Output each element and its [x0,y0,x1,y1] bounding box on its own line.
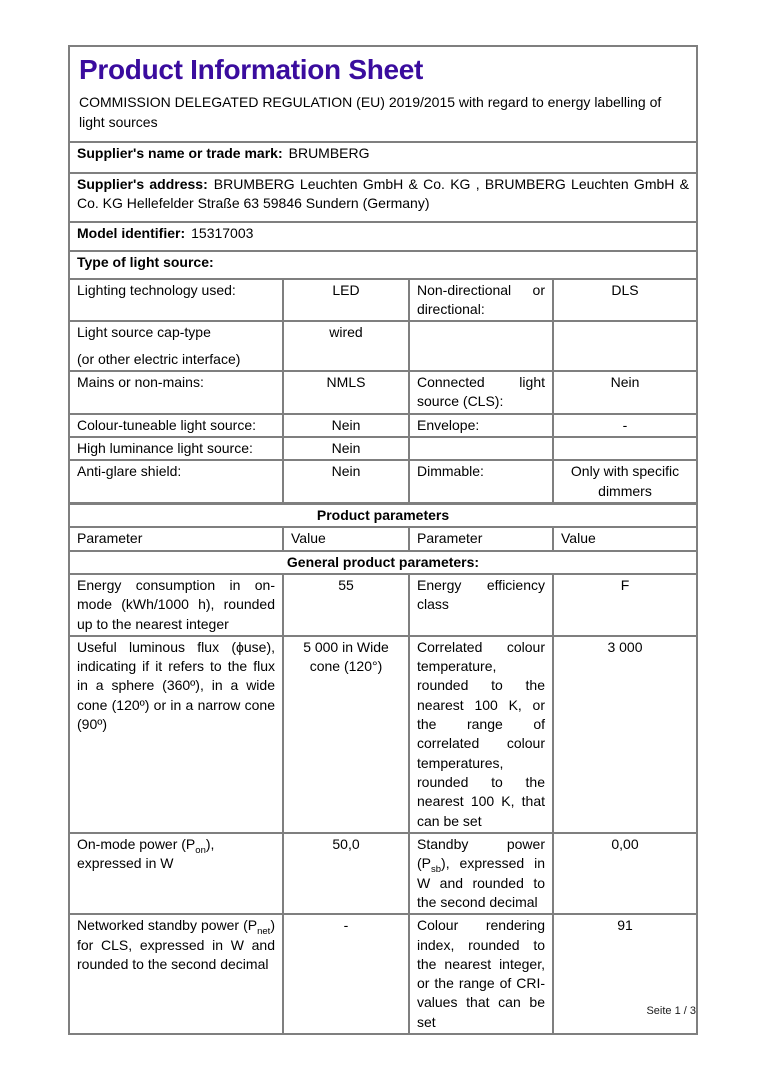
value-cell: DLS [553,279,697,322]
param-line: (or other electric interface) [77,350,241,367]
param-cell: High luminance light source: [69,437,283,460]
param-cell: Envelope: [409,414,553,437]
page-title: Product Information Sheet [79,54,424,85]
value-cell: - [283,914,409,1034]
column-header-parameter: Parameter [409,527,553,550]
value-cell: 3 000 [553,636,697,833]
general-parameters-section-title: General product parameters: [69,551,697,574]
param-text: ), [205,835,215,852]
param-cell: Useful luminous flux (ϕuse), indicating if it refers to the flux in a sphere (360º), in a wide cone (120º) or in a narrow cone (90º) [69,636,283,833]
type-of-light-source-cell [69,251,697,279]
param-text: Standby power (P [417,835,545,872]
column-header-parameter: Parameter [69,527,283,550]
param-cell: Connected light source (CLS): [409,371,553,414]
param-cell: Energy efficiency class [409,574,553,636]
model-identifier-label: Model identifier: [77,224,186,241]
value-cell: - [553,414,697,437]
value-cell [553,460,697,503]
type-of-light-source-label: Type of light source: [77,253,214,270]
document-header-cell [69,46,697,142]
param-text: Networked standby power (P [77,917,258,934]
param-text: On-mode power (P [77,835,196,852]
value-cell: wired [283,321,409,371]
supplier-name-cell [69,142,697,173]
product-parameters-section-title: Product parameters [69,503,697,527]
supplier-name-value: BRUMBERG [288,144,370,161]
column-header-value: Value [553,527,697,550]
param-line: expressed in W [77,855,174,872]
param-cell: Colour rendering index, rounded to the nearest integer, or the range of CRI-values that can be set [409,914,553,1034]
param-cell [69,321,283,371]
value-cell: Nein [283,414,409,437]
model-identifier-cell [69,222,697,251]
param-text: ), expressed in W and rounded to the second decimal [417,855,545,910]
param-cell: Non-directional or directional: [409,279,553,322]
column-header-value: Value [283,527,409,550]
param-cell: Lighting technology used: [69,279,283,322]
param-cell [69,833,283,914]
value-text: Only with specific dimmers [570,463,680,499]
subscript-text: on [195,844,206,856]
param-cell: Anti-glare shield: [69,460,283,503]
value-cell: Nein [283,460,409,503]
param-cell: Mains or non-mains: [69,371,283,414]
value-cell: 5 000 in Wide cone (120°) [283,636,409,833]
value-cell: LED [283,279,409,322]
param-cell: Dimmable: [409,460,553,503]
value-cell [553,321,697,371]
value-cell: Nein [553,371,697,414]
subscript-text: net [257,925,271,937]
param-cell [409,437,553,460]
param-line: Light source cap-type [77,324,211,341]
value-cell: NMLS [283,371,409,414]
product-info-table [68,45,698,1035]
regulation-subtitle: COMMISSION DELEGATED REGULATION (EU) 2019/2015 with regard to energy labelling of light sources [79,94,662,130]
model-identifier-value: 15317003 [191,224,254,241]
supplier-address-cell [69,173,697,222]
value-cell: 0,00 [553,833,697,914]
supplier-address-value: BRUMBERG Leuchten GmbH & Co. KG , BRUMBERG Leuchten GmbH & Co. KG Hellefelder Straße 63 59846 Sundern (Germany) [77,175,689,212]
value-cell [553,437,697,460]
supplier-name-label: Supplier's name or trade mark: [77,144,283,161]
value-cell: F [553,574,697,636]
value-cell: 91 [553,914,697,1034]
supplier-address-label: Supplier's address: [77,175,208,192]
value-cell: 50,0 [283,833,409,914]
param-cell [409,833,553,914]
param-cell [409,321,553,371]
param-cell: Colour-tuneable light source: [69,414,283,437]
value-cell: 55 [283,574,409,636]
param-cell [69,914,283,1034]
param-text: ) for CLS, expressed in W and rounded to the second decimal [77,917,275,972]
page-number: Seite 1 / 3 [646,1005,696,1017]
param-cell: Energy consumption in on-mode (kWh/1000 h), rounded up to the nearest integer [69,574,283,636]
subscript-text: sb [431,864,442,876]
param-cell: Correlated colour temperature, rounded to the nearest 100 K, or the range of correlated colour temperatures, rounded to the nearest 100 K, that can be set [409,636,553,833]
value-cell: Nein [283,437,409,460]
